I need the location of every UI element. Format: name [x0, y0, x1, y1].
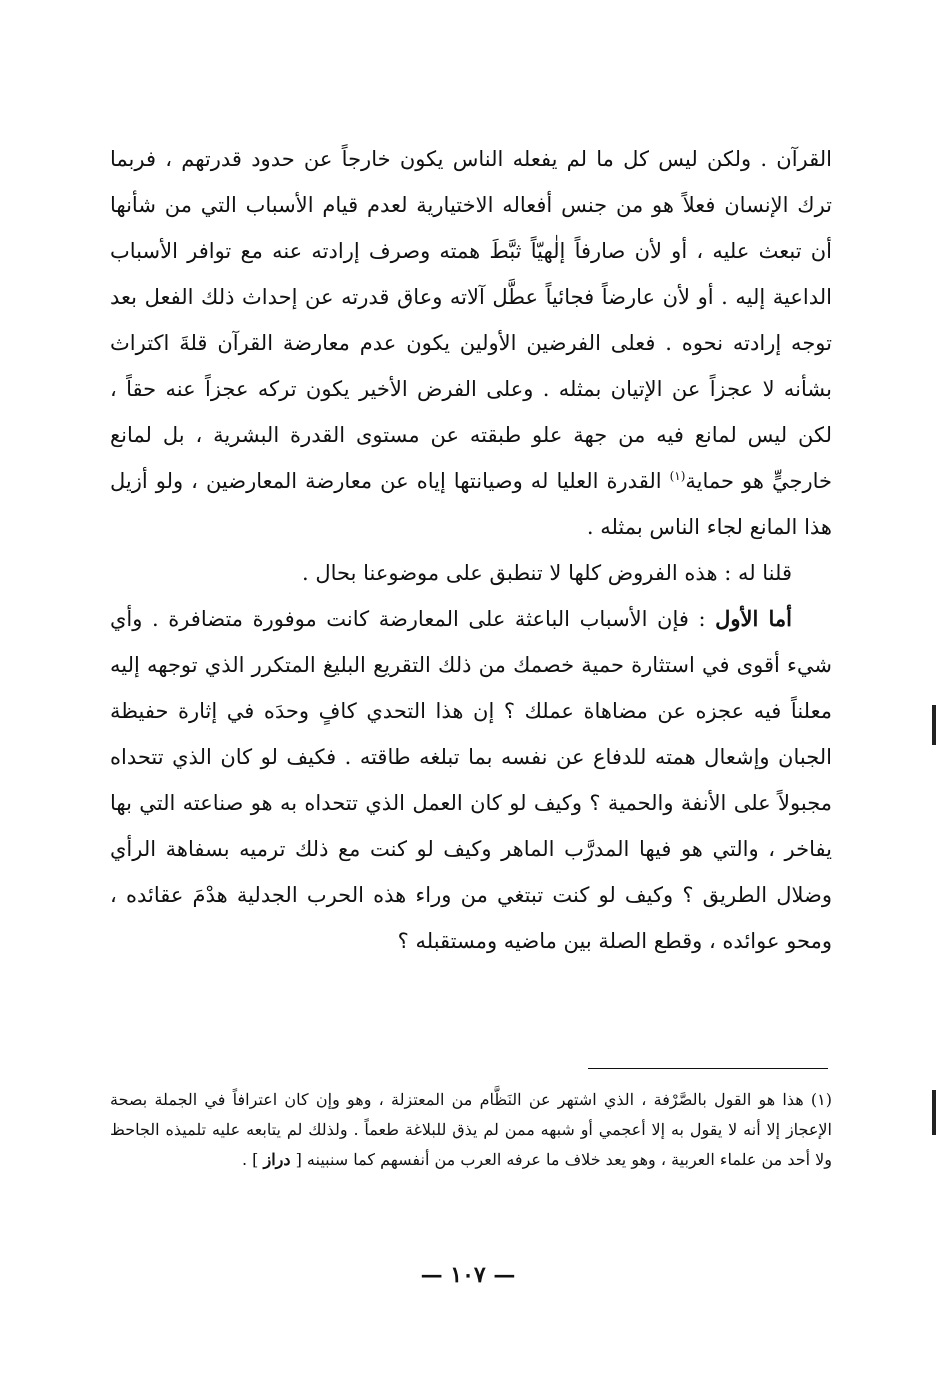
footnotes — [110, 1085, 832, 1175]
footnote-1-label: (١) — [810, 1090, 833, 1109]
footnote-separator — [588, 1068, 828, 1069]
footnote-1-text: هذا هو القول بالصَّرْفة ، الذي اشتهر عن النَظَّام من المعتزلة ، وهو وإن كان اعترافاً في الجملة بصحة الإعجاز إلا أنه لا يقول به إلا أعجمي أو شبهه ممن لم يذق للبلاغة طعماً . ولذلك لم يتابعه عليه تلميذه الجاحظ ولا أحد من علماء العربية ، وهو يعد خلاف ما عرفه العرب من أنفسهم كما سنبينه [ — [110, 1090, 832, 1169]
main-text — [110, 136, 832, 964]
scan-edge-mark — [932, 705, 936, 745]
paragraph-3-text: : فإن الأسباب الباعثة على المعارضة كانت موفورة متضافرة . وأي شيء أقوى في استثارة حمية خصمك من ذلك التقريع البليغ المتكرر الذي توجهه إليه معلناً فيه عجزه عن مضاهاة عملك ؟ إن هذا التحدي كافٍ وحدَه في إثارة حفيظة الجبان وإشعال همته للدفاع عن نفسه بما تبلغه طاقته . فكيف لو كان الذي تتحداه مجبولاً على الأنفة والحمية ؟ وكيف لو كان العمل الذي تتحداه به هو صناعته التي بها يفاخر ، والتي هو فيها المدرَّب الماهر وكيف لو كنت مع ذلك ترميه بسفاهة الرأي وضلال الطريق ؟ وكيف لو كنت تبتغي من وراء هذه الحرب الجدلية هدْمَ عقائده ، ومحو عوائده ، وقطع الصلة بين ماضيه ومستقبله ؟ — [110, 607, 832, 953]
page-number: — ١٠٧ — — [420, 1262, 516, 1288]
footnote-1 — [110, 1085, 832, 1175]
paragraph-1-text: القرآن . ولكن ليس كل ما لم يفعله الناس يكون خارجاً عن حدود قدرتهم ، فربما ترك الإنسان فعلاً هو من جنس أفعاله الاختيارية لعدم قيام الأسباب التي من شأنها أن تبعث عليه ، أو لأن صارفاً إلٰهيّاً ثبَّطَ همته وصرف إرادته عنه مع توافر الأسباب الداعية إليه . أو لأن عارضاً فجائياً عطَّل آلاته وعاق قدرته عن إحداث ذلك الفعل بعد توجه إرادته نحوه . فعلى الفرضين الأولين يكون عدم معارضة القرآن قلةَ اكتراث بشأنه لا عجزاً عن الإتيان بمثله . وعلى الفرض الأخير يكون تركه عجزاً عنه حقاً ، لكن ليس لمانع فيه من جهة علو طبقته عن مستوى القدرة البشرية ، بل لمانع خارجيٍّ هو حماية — [110, 147, 833, 493]
paragraph-3 — [110, 596, 832, 964]
footnote-1-author: دراز — [263, 1150, 291, 1169]
paragraph-1-text-continued: القدرة العليا له وصيانتها إياه عن معارضة المعارضين ، ولو أزيل هذا المانع لجاء الناس بمثله . — [110, 469, 832, 539]
scan-edge-mark — [932, 1090, 936, 1135]
paragraph-3-heading: أما الأول — [715, 606, 792, 631]
footnote-reference: (١) — [669, 469, 686, 483]
footnote-1-text-end: ] . — [241, 1150, 264, 1169]
paragraph-1 — [110, 136, 832, 550]
paragraph-2: قلنا له : هذه الفروض كلها لا تنطبق على موضوعنا بحال . — [302, 561, 792, 585]
